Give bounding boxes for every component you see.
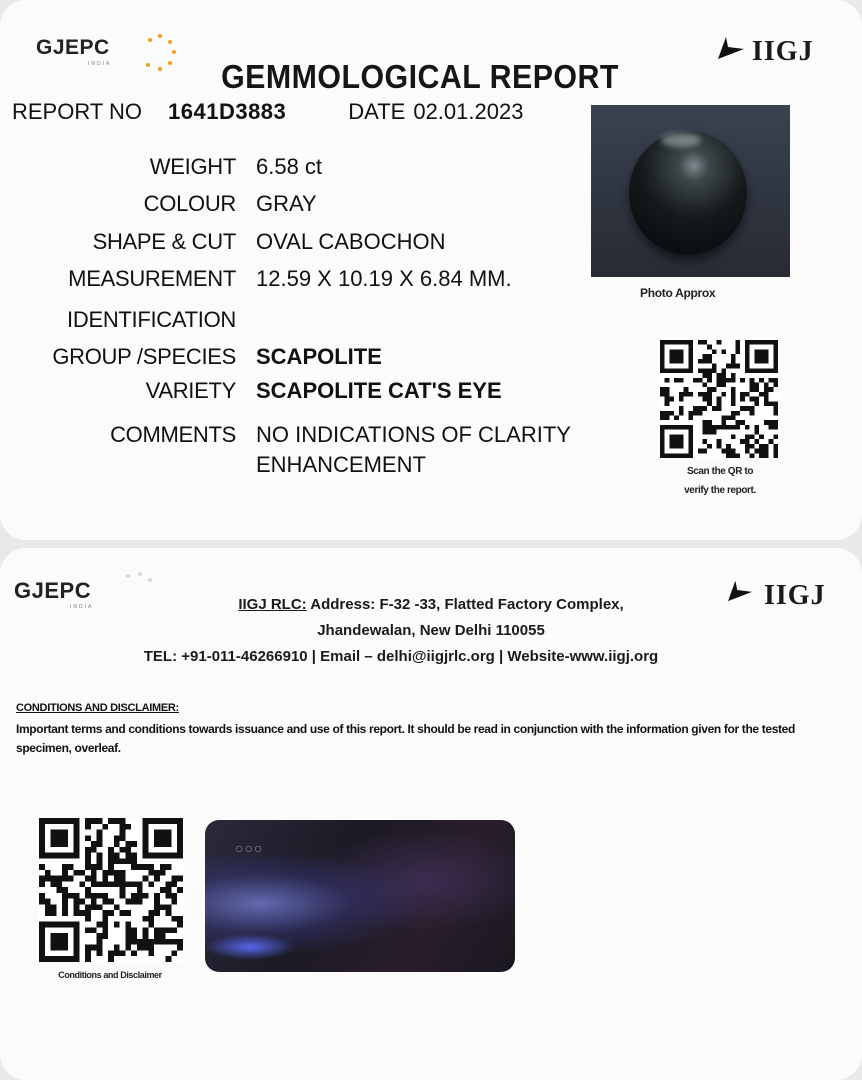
field-value: 6.58 ct (256, 154, 323, 179)
report-no-value: 1641D3883 (168, 99, 287, 124)
report-no-label: REPORT NO (12, 99, 142, 124)
field-value: ENHANCEMENT (256, 452, 426, 477)
hologram-pattern: ○○○ (235, 840, 264, 856)
field-label: COLOUR (143, 191, 236, 216)
field-variety (0, 378, 600, 408)
report-title: GEMMOLOGICAL REPORT (221, 58, 619, 95)
report-back-card (0, 548, 862, 1080)
iigj-arrow-icon (718, 35, 744, 59)
sun-dot (148, 578, 152, 582)
field-label: MEASUREMENT (68, 266, 236, 291)
address-line-2: Jhandewalan, New Delhi 110055 (317, 622, 545, 639)
date-value: 02.01.2023 (413, 99, 524, 124)
photo-caption: Photo Approx (640, 286, 716, 300)
field-label: COMMENTS (110, 422, 236, 447)
gjepc-logo-text: GJEPC (14, 578, 92, 603)
field-colour (0, 191, 600, 221)
qr-code-graphic (38, 818, 184, 962)
field-value: SCAPOLITE CAT'S EYE (256, 378, 502, 403)
qr-caption (650, 462, 790, 500)
verify-qr-code[interactable] (659, 340, 779, 458)
address-line-1 (0, 596, 862, 613)
field-label: SHAPE & CUT (92, 229, 236, 254)
field-comments (0, 422, 600, 452)
hologram-glint (205, 934, 295, 960)
field-shape-cut (0, 229, 600, 259)
field-value: OVAL CABOCHON (256, 229, 446, 254)
gemstone-chatoyancy (661, 133, 701, 147)
field-label: GROUP /SPECIES (52, 344, 236, 369)
report-number-row (12, 99, 523, 125)
field-comments-continued (0, 452, 600, 482)
field-value: SCAPOLITE (256, 344, 382, 369)
gjepc-logo (36, 36, 112, 67)
security-hologram (205, 820, 515, 972)
conditions-text: Important terms and conditions towards issuance and use of this report. It should be read in conjunction with the information given for the tested specimen, overleaf. (16, 722, 795, 755)
field-label: WEIGHT (149, 154, 236, 179)
field-value: 12.59 X 10.19 X 6.84 MM. (256, 266, 512, 291)
address-label: IIGJ RLC: (238, 596, 307, 613)
gemstone-image (629, 131, 747, 255)
sun-dot (168, 40, 172, 44)
field-label: VARIETY (145, 378, 236, 403)
field-measurement (0, 266, 600, 296)
iigj-logo-text: IIGJ (752, 36, 814, 67)
iigj-logo-text: IIGJ (764, 580, 826, 611)
sun-dot (138, 572, 142, 576)
qr-caption-line-2: verify the report. (684, 485, 756, 496)
gemstone-photo (591, 105, 790, 277)
date-label: DATE (348, 99, 406, 124)
gjepc-logo-text: GJEPC (36, 36, 110, 59)
field-value: GRAY (256, 191, 317, 216)
gjepc-logo-subtext: INDIA (88, 61, 112, 67)
field-label: IDENTIFICATION (67, 307, 236, 332)
gjepc-logo-subtext: INDIA (70, 604, 94, 610)
sun-dot (148, 38, 152, 42)
qr-caption: Conditions and Disclaimer (58, 970, 162, 980)
contact-line: TEL: +91-011-46266910 | Email – delhi@iigjrlc.org | Website-www.iigj.org (143, 648, 659, 665)
qr-code-graphic (659, 340, 779, 458)
sun-dot (158, 34, 162, 38)
address-text: Address: F-32 -33, Flatted Factory Complex, (306, 596, 624, 613)
field-weight (0, 154, 600, 184)
sun-dot (172, 50, 176, 54)
field-value: NO INDICATIONS OF CLARITY (256, 422, 571, 447)
conditions-heading: CONDITIONS AND DISCLAIMER: (16, 702, 179, 714)
sun-dot (126, 574, 130, 578)
field-group-species (0, 344, 600, 374)
qr-caption-line-1: Scan the QR to (686, 466, 754, 477)
conditions-qr-code[interactable] (38, 818, 184, 962)
field-identification (0, 307, 600, 337)
